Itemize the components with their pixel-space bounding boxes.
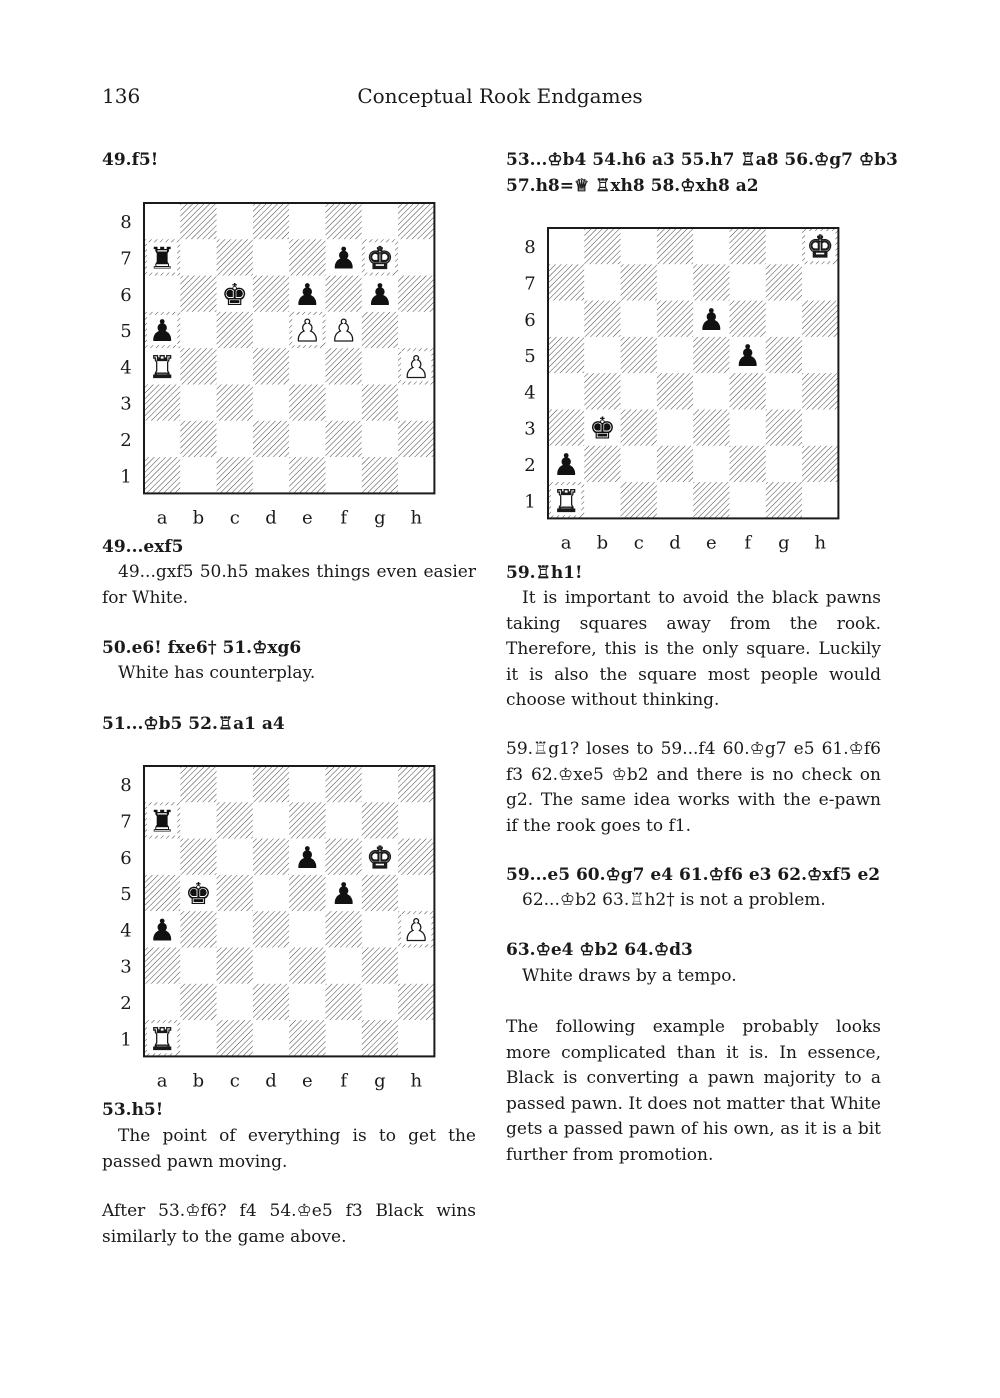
rank-label: 3: [120, 956, 132, 978]
paragraph: [102, 1199, 476, 1250]
square-g2: [362, 984, 398, 1020]
square-g3: [766, 410, 802, 446]
square-b1: [180, 1020, 216, 1056]
rank-label: 4: [120, 920, 132, 942]
white-king-icon: ♚: [366, 241, 394, 277]
rank-label: 4: [524, 382, 536, 404]
square-c4: [217, 911, 253, 947]
square-g4: [362, 911, 398, 947]
board-svg: [115, 765, 438, 1096]
black-king-icon: ♚: [221, 277, 249, 313]
paragraph-text: After 53.♔f6? f4 54.♔e5 f3 Black wins similarly to the game above.: [102, 1201, 476, 1247]
paragraph: [102, 661, 476, 687]
square-c4: [217, 348, 253, 384]
square-f2: [730, 446, 766, 482]
white-rook-icon: ♜: [148, 1022, 176, 1058]
square-a8: [144, 203, 180, 239]
square-c8: [217, 766, 253, 802]
square-e1: [693, 482, 729, 518]
square-g1: [766, 482, 802, 518]
square-g4: [362, 348, 398, 384]
square-d1: [253, 1020, 289, 1056]
file-label: b: [596, 532, 609, 554]
file-label: f: [744, 532, 751, 554]
file-label: e: [706, 532, 717, 554]
square-f8: [730, 228, 766, 264]
square-c4: [621, 373, 657, 409]
square-h1: [398, 457, 434, 493]
square-h6: [802, 301, 838, 337]
square-b3: [180, 385, 216, 421]
square-b4: [180, 911, 216, 947]
square-g4: [766, 373, 802, 409]
file-label: h: [410, 1070, 423, 1092]
square-c3: [217, 948, 253, 984]
file-label: c: [633, 532, 644, 554]
paragraph: [506, 586, 881, 714]
square-d3: [253, 385, 289, 421]
square-c1: [217, 1020, 253, 1056]
file-label: b: [192, 1070, 205, 1092]
square-g2: [362, 421, 398, 457]
rank-label: 3: [524, 418, 536, 440]
square-c1: [217, 457, 253, 493]
board-svg: [115, 202, 438, 533]
square-f3: [326, 385, 362, 421]
file-label: h: [410, 507, 423, 529]
square-e7: [693, 264, 729, 300]
rank-label: 6: [524, 309, 536, 331]
square-d8: [657, 228, 693, 264]
black-pawn-icon: ♟: [330, 877, 358, 913]
white-pawn-icon: ♟: [330, 314, 358, 350]
white-pawn-icon: ♟: [293, 314, 321, 350]
square-h7: [398, 239, 434, 275]
square-a5: [548, 337, 584, 373]
square-e4: [289, 911, 325, 947]
square-d7: [253, 239, 289, 275]
square-b6: [584, 301, 620, 337]
square-c8: [217, 203, 253, 239]
black-pawn-icon: ♟: [293, 840, 321, 876]
black-pawn-icon: ♟: [366, 277, 394, 313]
square-a3: [144, 385, 180, 421]
rank-label: 1: [524, 491, 536, 513]
square-h1: [802, 482, 838, 518]
square-d7: [657, 264, 693, 300]
file-label: g: [778, 532, 790, 554]
rank-label: 5: [120, 321, 132, 343]
file-label: d: [265, 507, 277, 529]
square-a8: [548, 228, 584, 264]
move-51-kb5: 51...♔b5 52.♖a1 a4: [102, 714, 285, 734]
board-svg: [519, 227, 842, 558]
square-c2: [217, 984, 253, 1020]
rank-label: 2: [524, 454, 536, 476]
square-d2: [253, 984, 289, 1020]
black-pawn-icon: ♟: [148, 314, 176, 350]
square-f7: [326, 802, 362, 838]
white-king-icon: ♚: [806, 230, 834, 266]
square-h6: [398, 839, 434, 875]
rank-label: 8: [120, 775, 132, 797]
square-g5: [362, 875, 398, 911]
square-g8: [362, 203, 398, 239]
paragraph-text: 62...♔b2 63.♖h2† is not a problem.: [522, 890, 826, 910]
square-f8: [326, 766, 362, 802]
square-b6: [180, 276, 216, 312]
paragraph-text: The following example probably looks more complicated than it is. In essence, Black is converting a pawn majority to a passed pawn. It does not matter that White gets a passed pawn of his own, as it is a bit further from promotion.: [506, 1017, 881, 1165]
file-label: c: [229, 507, 240, 529]
rank-label: 6: [120, 847, 132, 869]
square-g8: [766, 228, 802, 264]
square-h8: [398, 766, 434, 802]
square-h8: [398, 203, 434, 239]
square-b7: [180, 802, 216, 838]
paragraph: [102, 1124, 476, 1175]
move-53-kb4: 53...♔b4 54.h6 a3 55.h7 ♖a8 56.♔g7 ♔b3: [506, 150, 898, 170]
rank-label: 3: [120, 393, 132, 415]
square-g7: [766, 264, 802, 300]
rank-label: 4: [120, 357, 132, 379]
square-d7: [253, 802, 289, 838]
square-f3: [730, 410, 766, 446]
square-g1: [362, 1020, 398, 1056]
square-e3: [289, 385, 325, 421]
square-d6: [657, 301, 693, 337]
square-g1: [362, 457, 398, 493]
square-a6: [144, 839, 180, 875]
square-b6: [180, 839, 216, 875]
square-h3: [802, 410, 838, 446]
square-d1: [657, 482, 693, 518]
page-title: Conceptual Rook Endgames: [357, 84, 643, 108]
square-c3: [621, 410, 657, 446]
square-h5: [398, 875, 434, 911]
square-f2: [326, 421, 362, 457]
square-f6: [326, 276, 362, 312]
square-a3: [548, 410, 584, 446]
square-h5: [398, 312, 434, 348]
square-e2: [289, 984, 325, 1020]
square-a2: [144, 421, 180, 457]
square-a5: [144, 875, 180, 911]
square-c8: [621, 228, 657, 264]
square-b5: [584, 337, 620, 373]
paragraph-text: 59.♖g1? loses to 59...f4 60.♔g7 e5 61.♔f6 f3 62.♔xe5 ♔b2 and there is no check on g2. The same idea works with the e-pawn if the rook goes to f1.: [506, 739, 881, 836]
square-b1: [180, 457, 216, 493]
square-d5: [657, 337, 693, 373]
square-c7: [217, 239, 253, 275]
square-b7: [180, 239, 216, 275]
square-f1: [730, 482, 766, 518]
move-57-h8q: 57.h8=♕ ♖xh8 58.♔xh8 a2: [506, 176, 759, 196]
square-e8: [289, 203, 325, 239]
file-label: c: [229, 1070, 240, 1092]
square-b1: [584, 482, 620, 518]
rank-label: 8: [120, 212, 132, 234]
square-f1: [326, 1020, 362, 1056]
square-c7: [621, 264, 657, 300]
black-pawn-icon: ♟: [148, 913, 176, 949]
square-d2: [657, 446, 693, 482]
rank-label: 1: [120, 466, 132, 488]
square-d2: [253, 421, 289, 457]
move-49-exf5: 49...exf5: [102, 537, 184, 557]
square-d6: [253, 276, 289, 312]
square-b8: [584, 228, 620, 264]
chess-board-1: [115, 202, 438, 533]
file-label: e: [302, 1070, 313, 1092]
square-e7: [289, 239, 325, 275]
rank-label: 5: [524, 346, 536, 368]
square-c1: [621, 482, 657, 518]
rank-label: 7: [120, 248, 132, 270]
square-f1: [326, 457, 362, 493]
square-e2: [289, 421, 325, 457]
square-c5: [621, 337, 657, 373]
square-e1: [289, 457, 325, 493]
move-50-e6: 50.e6! fxe6† 51.♔xg6: [102, 638, 302, 658]
square-h2: [398, 984, 434, 1020]
rank-label: 2: [120, 429, 132, 451]
rank-label: 7: [524, 273, 536, 295]
paragraph: [506, 888, 881, 914]
square-a2: [144, 984, 180, 1020]
square-a4: [548, 373, 584, 409]
square-d8: [253, 203, 289, 239]
square-e5: [693, 337, 729, 373]
square-h3: [398, 385, 434, 421]
square-f3: [326, 948, 362, 984]
square-e8: [693, 228, 729, 264]
square-b5: [180, 312, 216, 348]
square-c5: [217, 875, 253, 911]
square-f7: [730, 264, 766, 300]
square-b7: [584, 264, 620, 300]
square-c6: [621, 301, 657, 337]
square-b4: [180, 348, 216, 384]
square-b8: [180, 766, 216, 802]
square-g5: [766, 337, 802, 373]
square-g8: [362, 766, 398, 802]
square-h5: [802, 337, 838, 373]
file-label: e: [302, 507, 313, 529]
square-g6: [766, 301, 802, 337]
square-a3: [144, 948, 180, 984]
square-d4: [253, 911, 289, 947]
file-label: h: [814, 532, 827, 554]
square-g2: [766, 446, 802, 482]
square-h7: [802, 264, 838, 300]
black-pawn-icon: ♟: [552, 447, 580, 483]
file-label: d: [669, 532, 681, 554]
square-d1: [253, 457, 289, 493]
square-h3: [398, 948, 434, 984]
paragraph-text: White has counterplay.: [118, 663, 316, 683]
square-h7: [398, 802, 434, 838]
black-pawn-icon: ♟: [293, 277, 321, 313]
white-rook-icon: ♜: [552, 484, 580, 520]
file-label: b: [192, 507, 205, 529]
move-59-rh1: 59.♖h1!: [506, 563, 583, 583]
square-h4: [802, 373, 838, 409]
square-b2: [180, 984, 216, 1020]
square-f6: [326, 839, 362, 875]
paragraph: [506, 737, 881, 839]
square-g3: [362, 385, 398, 421]
move-63-ke4: 63.♔e4 ♔b2 64.♔d3: [506, 940, 693, 960]
square-c3: [217, 385, 253, 421]
square-d8: [253, 766, 289, 802]
square-f4: [326, 911, 362, 947]
square-d5: [253, 312, 289, 348]
square-d3: [253, 948, 289, 984]
white-pawn-icon: ♟: [402, 350, 430, 386]
move-49-f5: 49.f5!: [102, 150, 159, 170]
white-king-icon: ♚: [366, 840, 394, 876]
square-g7: [362, 802, 398, 838]
square-d5: [253, 875, 289, 911]
square-f4: [730, 373, 766, 409]
black-pawn-icon: ♟: [330, 241, 358, 277]
rank-label: 5: [120, 884, 132, 906]
white-rook-icon: ♜: [148, 350, 176, 386]
square-a8: [144, 766, 180, 802]
square-b2: [180, 421, 216, 457]
rank-label: 2: [120, 992, 132, 1014]
square-e4: [693, 373, 729, 409]
square-b3: [180, 948, 216, 984]
square-a1: [144, 457, 180, 493]
square-a6: [144, 276, 180, 312]
paragraph-text: It is important to avoid the black pawns taking squares away from the rook. Therefore, this is the only square. Luckily it is also the square most people would choose without thinking.: [506, 588, 881, 710]
square-e8: [289, 766, 325, 802]
square-b2: [584, 446, 620, 482]
square-b8: [180, 203, 216, 239]
chess-board-3: [519, 227, 842, 558]
square-f4: [326, 348, 362, 384]
paragraph: [102, 560, 476, 611]
square-d6: [253, 839, 289, 875]
square-d4: [253, 348, 289, 384]
square-e5: [289, 875, 325, 911]
page-number: 136: [102, 84, 141, 108]
square-b4: [584, 373, 620, 409]
file-label: a: [560, 532, 572, 554]
paragraph: [506, 964, 881, 990]
paragraph-text: White draws by a tempo.: [522, 966, 737, 986]
black-king-icon: ♚: [184, 877, 212, 913]
file-label: a: [156, 507, 168, 529]
square-e3: [693, 410, 729, 446]
black-pawn-icon: ♟: [734, 339, 762, 375]
file-label: f: [340, 1070, 347, 1092]
square-d4: [657, 373, 693, 409]
square-e7: [289, 802, 325, 838]
square-h2: [802, 446, 838, 482]
square-c6: [217, 839, 253, 875]
square-f6: [730, 301, 766, 337]
file-label: f: [340, 507, 347, 529]
black-rook-icon: ♜: [148, 804, 176, 840]
square-e4: [289, 348, 325, 384]
rank-label: 8: [524, 237, 536, 259]
square-f2: [326, 984, 362, 1020]
move-59-e5: 59...e5 60.♔g7 e4 61.♔f6 e3 62.♔xf5 e2: [506, 865, 881, 885]
square-d3: [657, 410, 693, 446]
square-h2: [398, 421, 434, 457]
paragraph: [506, 1015, 881, 1168]
file-label: a: [156, 1070, 168, 1092]
square-f8: [326, 203, 362, 239]
file-label: d: [265, 1070, 277, 1092]
square-g3: [362, 948, 398, 984]
square-h1: [398, 1020, 434, 1056]
black-pawn-icon: ♟: [697, 302, 725, 338]
square-e2: [693, 446, 729, 482]
move-53-h5: 53.h5!: [102, 1100, 164, 1120]
paragraph-text: The point of everything is to get the passed pawn moving.: [102, 1126, 476, 1172]
black-rook-icon: ♜: [148, 241, 176, 277]
file-label: g: [374, 507, 386, 529]
square-c5: [217, 312, 253, 348]
square-c2: [621, 446, 657, 482]
square-a7: [548, 264, 584, 300]
chess-board-2: [115, 765, 438, 1096]
square-a6: [548, 301, 584, 337]
square-e1: [289, 1020, 325, 1056]
rank-label: 7: [120, 811, 132, 833]
rank-label: 6: [120, 284, 132, 306]
white-pawn-icon: ♟: [402, 913, 430, 949]
square-e3: [289, 948, 325, 984]
square-c7: [217, 802, 253, 838]
file-label: g: [374, 1070, 386, 1092]
square-h6: [398, 276, 434, 312]
square-g5: [362, 312, 398, 348]
square-c2: [217, 421, 253, 457]
black-king-icon: ♚: [588, 411, 616, 447]
rank-label: 1: [120, 1029, 132, 1051]
paragraph-text: 49...gxf5 50.h5 makes things even easier for White.: [102, 562, 476, 608]
